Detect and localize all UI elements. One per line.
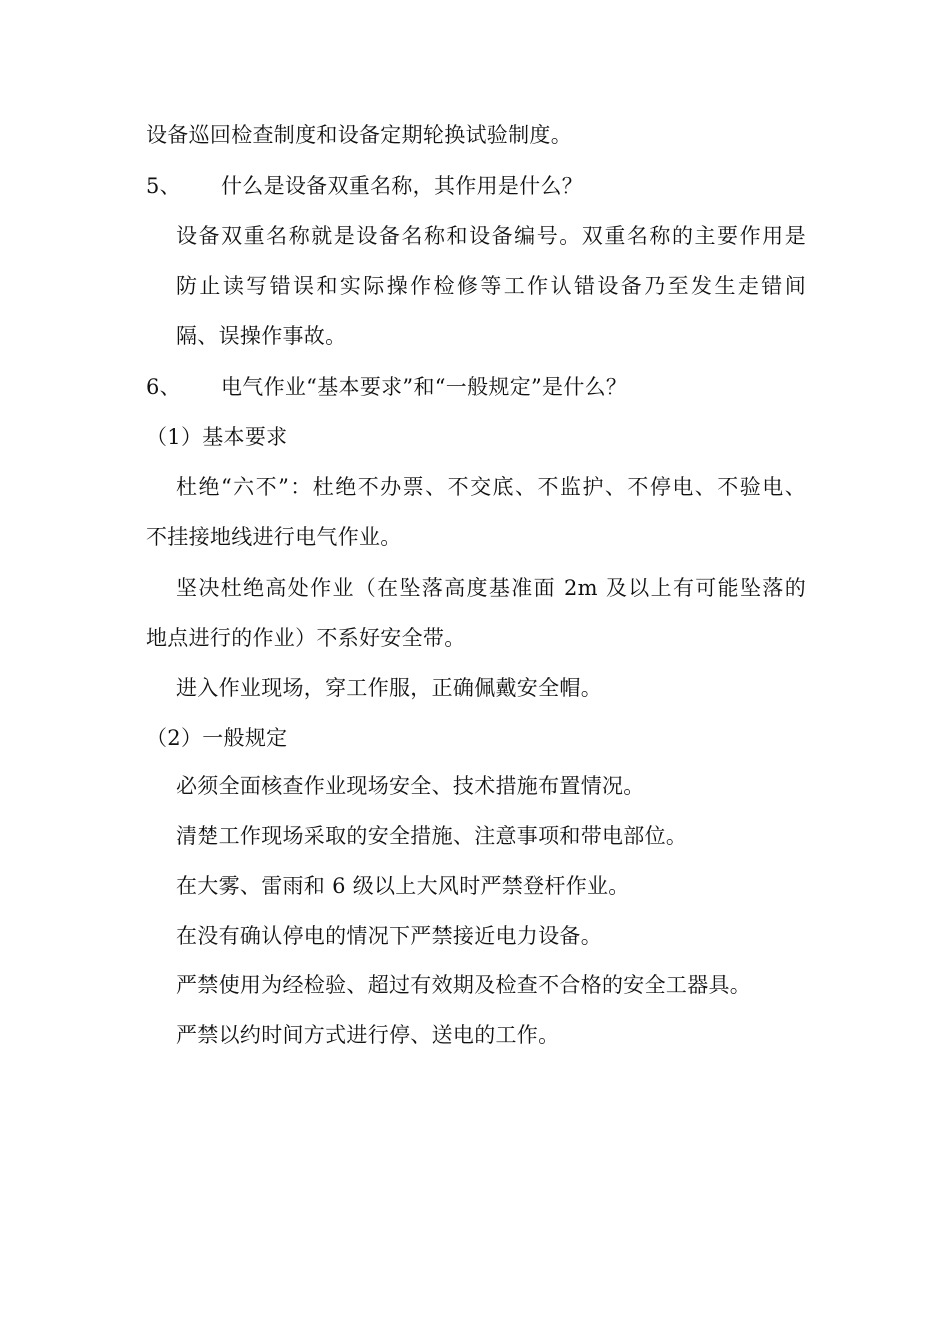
line-text: 清楚工作现场采取的安全措施、注意事项和带电部位。 bbox=[176, 824, 688, 848]
text-line bbox=[176, 922, 602, 950]
text-line bbox=[176, 1021, 559, 1049]
text-line bbox=[176, 322, 346, 350]
line-text: 进入作业现场，穿工作服，正确佩戴安全帽。 bbox=[176, 676, 602, 700]
line-text: 设备双重名称就是设备名称和设备编号。双重名称的主要作用是 bbox=[176, 224, 806, 248]
section-heading bbox=[146, 423, 287, 451]
line-text: （2）一般规定 bbox=[146, 726, 288, 750]
text-line bbox=[176, 222, 806, 250]
question-number: 5、 bbox=[146, 174, 181, 198]
text-line bbox=[176, 473, 806, 501]
line-text: 不挂接地线进行电气作业。 bbox=[146, 525, 402, 549]
text-line bbox=[176, 822, 687, 850]
question-6 bbox=[146, 373, 627, 401]
text-line bbox=[176, 971, 751, 999]
text-line bbox=[176, 272, 806, 300]
line-text: 严禁使用为经检验、超过有效期及检查不合格的安全工器具。 bbox=[176, 973, 752, 997]
text-line bbox=[176, 674, 602, 702]
question-text: 什么是设备双重名称，其作用是什么？ bbox=[220, 174, 584, 198]
question-number: 6、 bbox=[146, 375, 181, 399]
section-heading bbox=[146, 724, 287, 752]
line-text: （1）基本要求 bbox=[146, 425, 288, 449]
line-text: 必须全面核查作业现场安全、技术措施布置情况。 bbox=[176, 774, 645, 798]
line-text: 在没有确认停电的情况下严禁接近电力设备。 bbox=[176, 924, 602, 948]
line-text: 严禁以约时间方式进行停、送电的工作。 bbox=[176, 1023, 560, 1047]
question-5 bbox=[146, 172, 583, 200]
line-text: 设备巡回检查制度和设备定期轮换试验制度。 bbox=[146, 123, 572, 147]
line-text: 地点进行的作业）不系好安全带。 bbox=[146, 626, 466, 650]
line-text: 坚决杜绝高处作业（在坠落高度基准面 2m 及以上有可能坠落的 bbox=[176, 576, 806, 600]
text-line bbox=[176, 872, 630, 900]
line-text: 防止读写错误和实际操作检修等工作认错设备乃至发生走错间 bbox=[176, 274, 806, 298]
text-line bbox=[176, 574, 806, 602]
line-text: 隔、误操作事故。 bbox=[176, 324, 347, 348]
text-line bbox=[146, 624, 466, 652]
line-text: 在大雾、雷雨和 6 级以上大风时严禁登杆作业。 bbox=[176, 874, 630, 898]
text-line bbox=[146, 523, 402, 551]
text-line bbox=[176, 772, 645, 800]
line-text: 杜绝“六不”：杜绝不办票、不交底、不监护、不停电、不验电、 bbox=[176, 475, 806, 499]
text-line bbox=[146, 121, 572, 149]
question-text: 电气作业“基本要求”和“一般规定”是什么？ bbox=[220, 375, 628, 399]
